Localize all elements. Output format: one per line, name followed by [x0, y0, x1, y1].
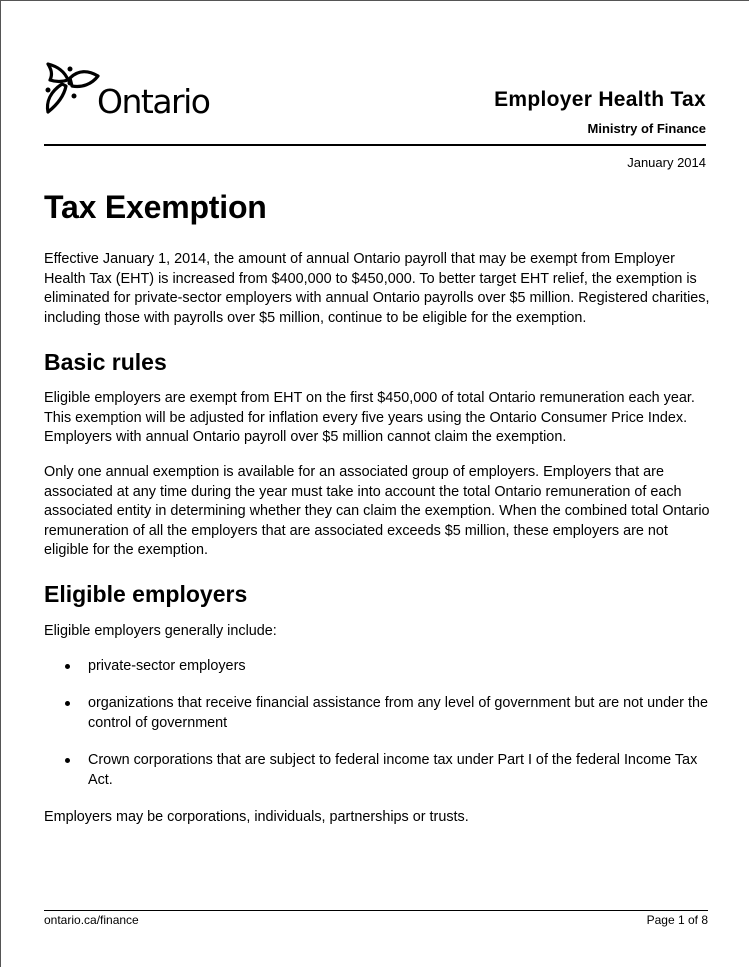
- eligible-employers-list: [44, 656, 714, 807]
- list-item-text: Crown corporations that are subject to federal income tax under Part I of the federal Income Tax Act.: [88, 752, 698, 788]
- logo-wordmark: Ontario: [97, 82, 210, 121]
- bullet-icon: [65, 664, 70, 669]
- ontario-logo: [40, 60, 215, 120]
- bullet-icon: [65, 758, 70, 763]
- footer-link[interactable]: ontario.ca/finance: [44, 913, 139, 927]
- list-item-text: private-sector employers: [88, 658, 246, 674]
- header-divider: [44, 144, 706, 146]
- list-item: [44, 750, 714, 790]
- section-heading-basic-rules: Basic rules: [44, 349, 167, 375]
- document-title: Employer Health Tax: [494, 88, 706, 111]
- publication-date: January 2014: [627, 155, 706, 170]
- page-number: Page 1 of 8: [646, 913, 708, 927]
- ministry-name: Ministry of Finance: [587, 121, 706, 136]
- list-item: [44, 693, 714, 733]
- basic-rules-paragraph-2: Only one annual exemption is available for an associated group of employers. Employers that are associated at any time during the year must take into account the total Ontario remuneration of each associated entity in determining whether they can claim the exemption. When the combined total Ontario remuneration of all the employers that are associated exceeds $5 million, these employers are not eligible for the exemption.: [44, 464, 710, 558]
- bullet-icon: [65, 701, 70, 706]
- page-title: Tax Exemption: [44, 189, 267, 225]
- intro-paragraph: Effective January 1, 2014, the amount of annual Ontario payroll that may be exempt from Employer Health Tax (EHT) is increased from $400,000 to $450,000. To better target EHT relief, the exemption is eliminated for private-sector employers with annual Ontario payrolls over $5 million. Registered charities, including those with payrolls over $5 million, continue to be eligible for the exemption.: [44, 251, 710, 326]
- closing-paragraph: Employers may be corporations, individuals, partnerships or trusts.: [44, 809, 469, 825]
- list-item: [44, 656, 714, 676]
- section-heading-eligible-employers: Eligible employers: [44, 581, 248, 607]
- footer-divider: [44, 910, 708, 911]
- eligible-lead-text: Eligible employers generally include:: [44, 623, 277, 639]
- list-item-text: organizations that receive financial assistance from any level of government but are not under the control of government: [88, 695, 708, 731]
- trillium-icon: [40, 60, 102, 122]
- basic-rules-paragraph-1: Eligible employers are exempt from EHT on the first $450,000 of total Ontario remuneration each year. This exemption will be adjusted for inflation every five years using the Ontario Consumer Price Index. Employers with annual Ontario payroll over $5 million cannot claim the exemption.: [44, 390, 695, 445]
